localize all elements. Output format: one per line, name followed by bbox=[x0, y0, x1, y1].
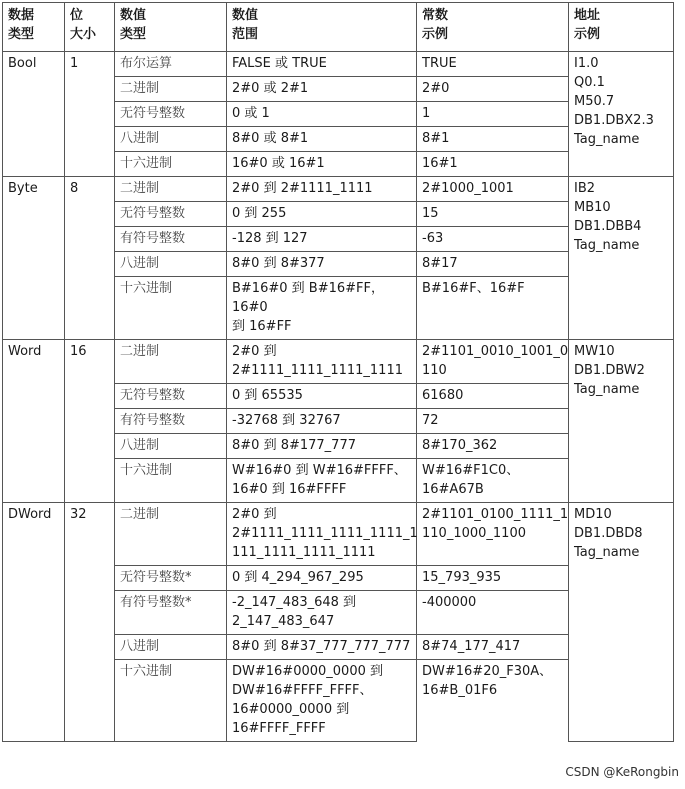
constant-example-cell: 2#0 bbox=[417, 77, 569, 102]
value-range-cell: 2#0 到 2#1111_1111 bbox=[227, 177, 417, 202]
value-type-cell: 二进制 bbox=[115, 77, 227, 102]
constant-example-cell: 2#1101_0100_1111_1 110_1000_1100 bbox=[417, 503, 569, 566]
value-type-cell: 无符号整数 bbox=[115, 384, 227, 409]
value-type-cell: 有符号整数 bbox=[115, 409, 227, 434]
header-row bbox=[3, 3, 674, 52]
bit-size-cell: 8 bbox=[65, 177, 115, 340]
constant-example-cell: W#16#F1C0、 16#A67B bbox=[417, 459, 569, 503]
table-row bbox=[3, 52, 674, 77]
data-type-cell: Word bbox=[3, 340, 65, 503]
bit-size-cell: 32 bbox=[65, 503, 115, 742]
constant-example-cell: 16#1 bbox=[417, 152, 569, 177]
value-type-cell: 无符号整数 bbox=[115, 102, 227, 127]
constant-example-cell: 8#17 bbox=[417, 252, 569, 277]
address-example-cell: MW10 DB1.DBW2 Tag_name bbox=[569, 340, 674, 503]
bit-size-cell: 1 bbox=[65, 52, 115, 177]
constant-example-cell: 2#1101_0010_1001_0 110 bbox=[417, 340, 569, 384]
value-range-cell: -32768 到 32767 bbox=[227, 409, 417, 434]
table-row bbox=[3, 177, 674, 202]
value-range-cell: 0 或 1 bbox=[227, 102, 417, 127]
value-range-cell: W#16#0 到 W#16#FFFF、 16#0 到 16#FFFF bbox=[227, 459, 417, 503]
value-range-cell: -2_147_483_648 到 2_147_483_647 bbox=[227, 591, 417, 635]
value-type-cell: 无符号整数* bbox=[115, 566, 227, 591]
value-range-cell: 8#0 或 8#1 bbox=[227, 127, 417, 152]
value-range-cell: 0 到 255 bbox=[227, 202, 417, 227]
value-range-cell: 8#0 到 8#377 bbox=[227, 252, 417, 277]
header-bit-size: 位 大小 bbox=[65, 3, 115, 52]
value-range-cell: -128 到 127 bbox=[227, 227, 417, 252]
header-constant-example: 常数 示例 bbox=[417, 3, 569, 52]
value-type-cell: 十六进制 bbox=[115, 277, 227, 340]
header-address-example: 地址 示例 bbox=[569, 3, 674, 52]
value-range-cell: 8#0 到 8#177_777 bbox=[227, 434, 417, 459]
value-type-cell: 无符号整数 bbox=[115, 202, 227, 227]
bit-size-cell: 16 bbox=[65, 340, 115, 503]
data-type-table bbox=[2, 2, 674, 742]
value-range-cell: 0 到 4_294_967_295 bbox=[227, 566, 417, 591]
value-range-cell: FALSE 或 TRUE bbox=[227, 52, 417, 77]
value-type-cell: 八进制 bbox=[115, 635, 227, 660]
value-type-cell: 布尔运算 bbox=[115, 52, 227, 77]
constant-example-cell: 15_793_935 bbox=[417, 566, 569, 591]
value-range-cell: 2#0 或 2#1 bbox=[227, 77, 417, 102]
value-type-cell: 八进制 bbox=[115, 434, 227, 459]
header-value-type: 数值 类型 bbox=[115, 3, 227, 52]
value-range-cell: 2#0 到 2#1111_1111_1111_1111 bbox=[227, 340, 417, 384]
constant-example-cell: TRUE bbox=[417, 52, 569, 77]
constant-example-cell: 1 bbox=[417, 102, 569, 127]
data-type-cell: Byte bbox=[3, 177, 65, 340]
table-row bbox=[3, 340, 674, 384]
watermark: CSDN @KeRongbin bbox=[565, 765, 679, 779]
constant-example-cell: -63 bbox=[417, 227, 569, 252]
address-example-cell: IB2 MB10 DB1.DBB4 Tag_name bbox=[569, 177, 674, 340]
value-type-cell: 十六进制 bbox=[115, 660, 227, 742]
value-type-cell: 有符号整数 bbox=[115, 227, 227, 252]
header-value-range: 数值 范围 bbox=[227, 3, 417, 52]
value-range-cell: 2#0 到 2#1111_1111_1111_1111_1 111_1111_1111_1111 bbox=[227, 503, 417, 566]
constant-example-cell: 8#74_177_417 bbox=[417, 635, 569, 660]
value-type-cell: 二进制 bbox=[115, 503, 227, 566]
value-type-cell: 十六进制 bbox=[115, 459, 227, 503]
constant-example-cell: 15 bbox=[417, 202, 569, 227]
data-type-cell: DWord bbox=[3, 503, 65, 742]
address-example-cell: MD10 DB1.DBD8 Tag_name bbox=[569, 503, 674, 742]
value-type-cell: 二进制 bbox=[115, 177, 227, 202]
value-range-cell: 8#0 到 8#37_777_777_777 bbox=[227, 635, 417, 660]
value-range-cell: 0 到 65535 bbox=[227, 384, 417, 409]
constant-example-cell: 8#1 bbox=[417, 127, 569, 152]
value-range-cell: DW#16#0000_0000 到 DW#16#FFFF_FFFF、 16#0000_0000 到 16#FFFF_FFFF bbox=[227, 660, 417, 742]
address-example-cell: I1.0 Q0.1 M50.7 DB1.DBX2.3 Tag_name bbox=[569, 52, 674, 177]
header-data-type: 数据 类型 bbox=[3, 3, 65, 52]
value-type-cell: 二进制 bbox=[115, 340, 227, 384]
constant-example-cell: DW#16#20_F30A、 16#B_01F6 bbox=[417, 660, 569, 742]
value-type-cell: 八进制 bbox=[115, 127, 227, 152]
value-type-cell: 十六进制 bbox=[115, 152, 227, 177]
constant-example-cell: 61680 bbox=[417, 384, 569, 409]
constant-example-cell: 72 bbox=[417, 409, 569, 434]
data-type-cell: Bool bbox=[3, 52, 65, 177]
constant-example-cell: 2#1000_1001 bbox=[417, 177, 569, 202]
value-type-cell: 八进制 bbox=[115, 252, 227, 277]
constant-example-cell: B#16#F、16#F bbox=[417, 277, 569, 340]
constant-example-cell: -400000 bbox=[417, 591, 569, 635]
value-range-cell: 16#0 或 16#1 bbox=[227, 152, 417, 177]
constant-example-cell: 8#170_362 bbox=[417, 434, 569, 459]
table-row bbox=[3, 503, 674, 566]
value-range-cell: B#16#0 到 B#16#FF，16#0 到 16#FF bbox=[227, 277, 417, 340]
value-type-cell: 有符号整数* bbox=[115, 591, 227, 635]
